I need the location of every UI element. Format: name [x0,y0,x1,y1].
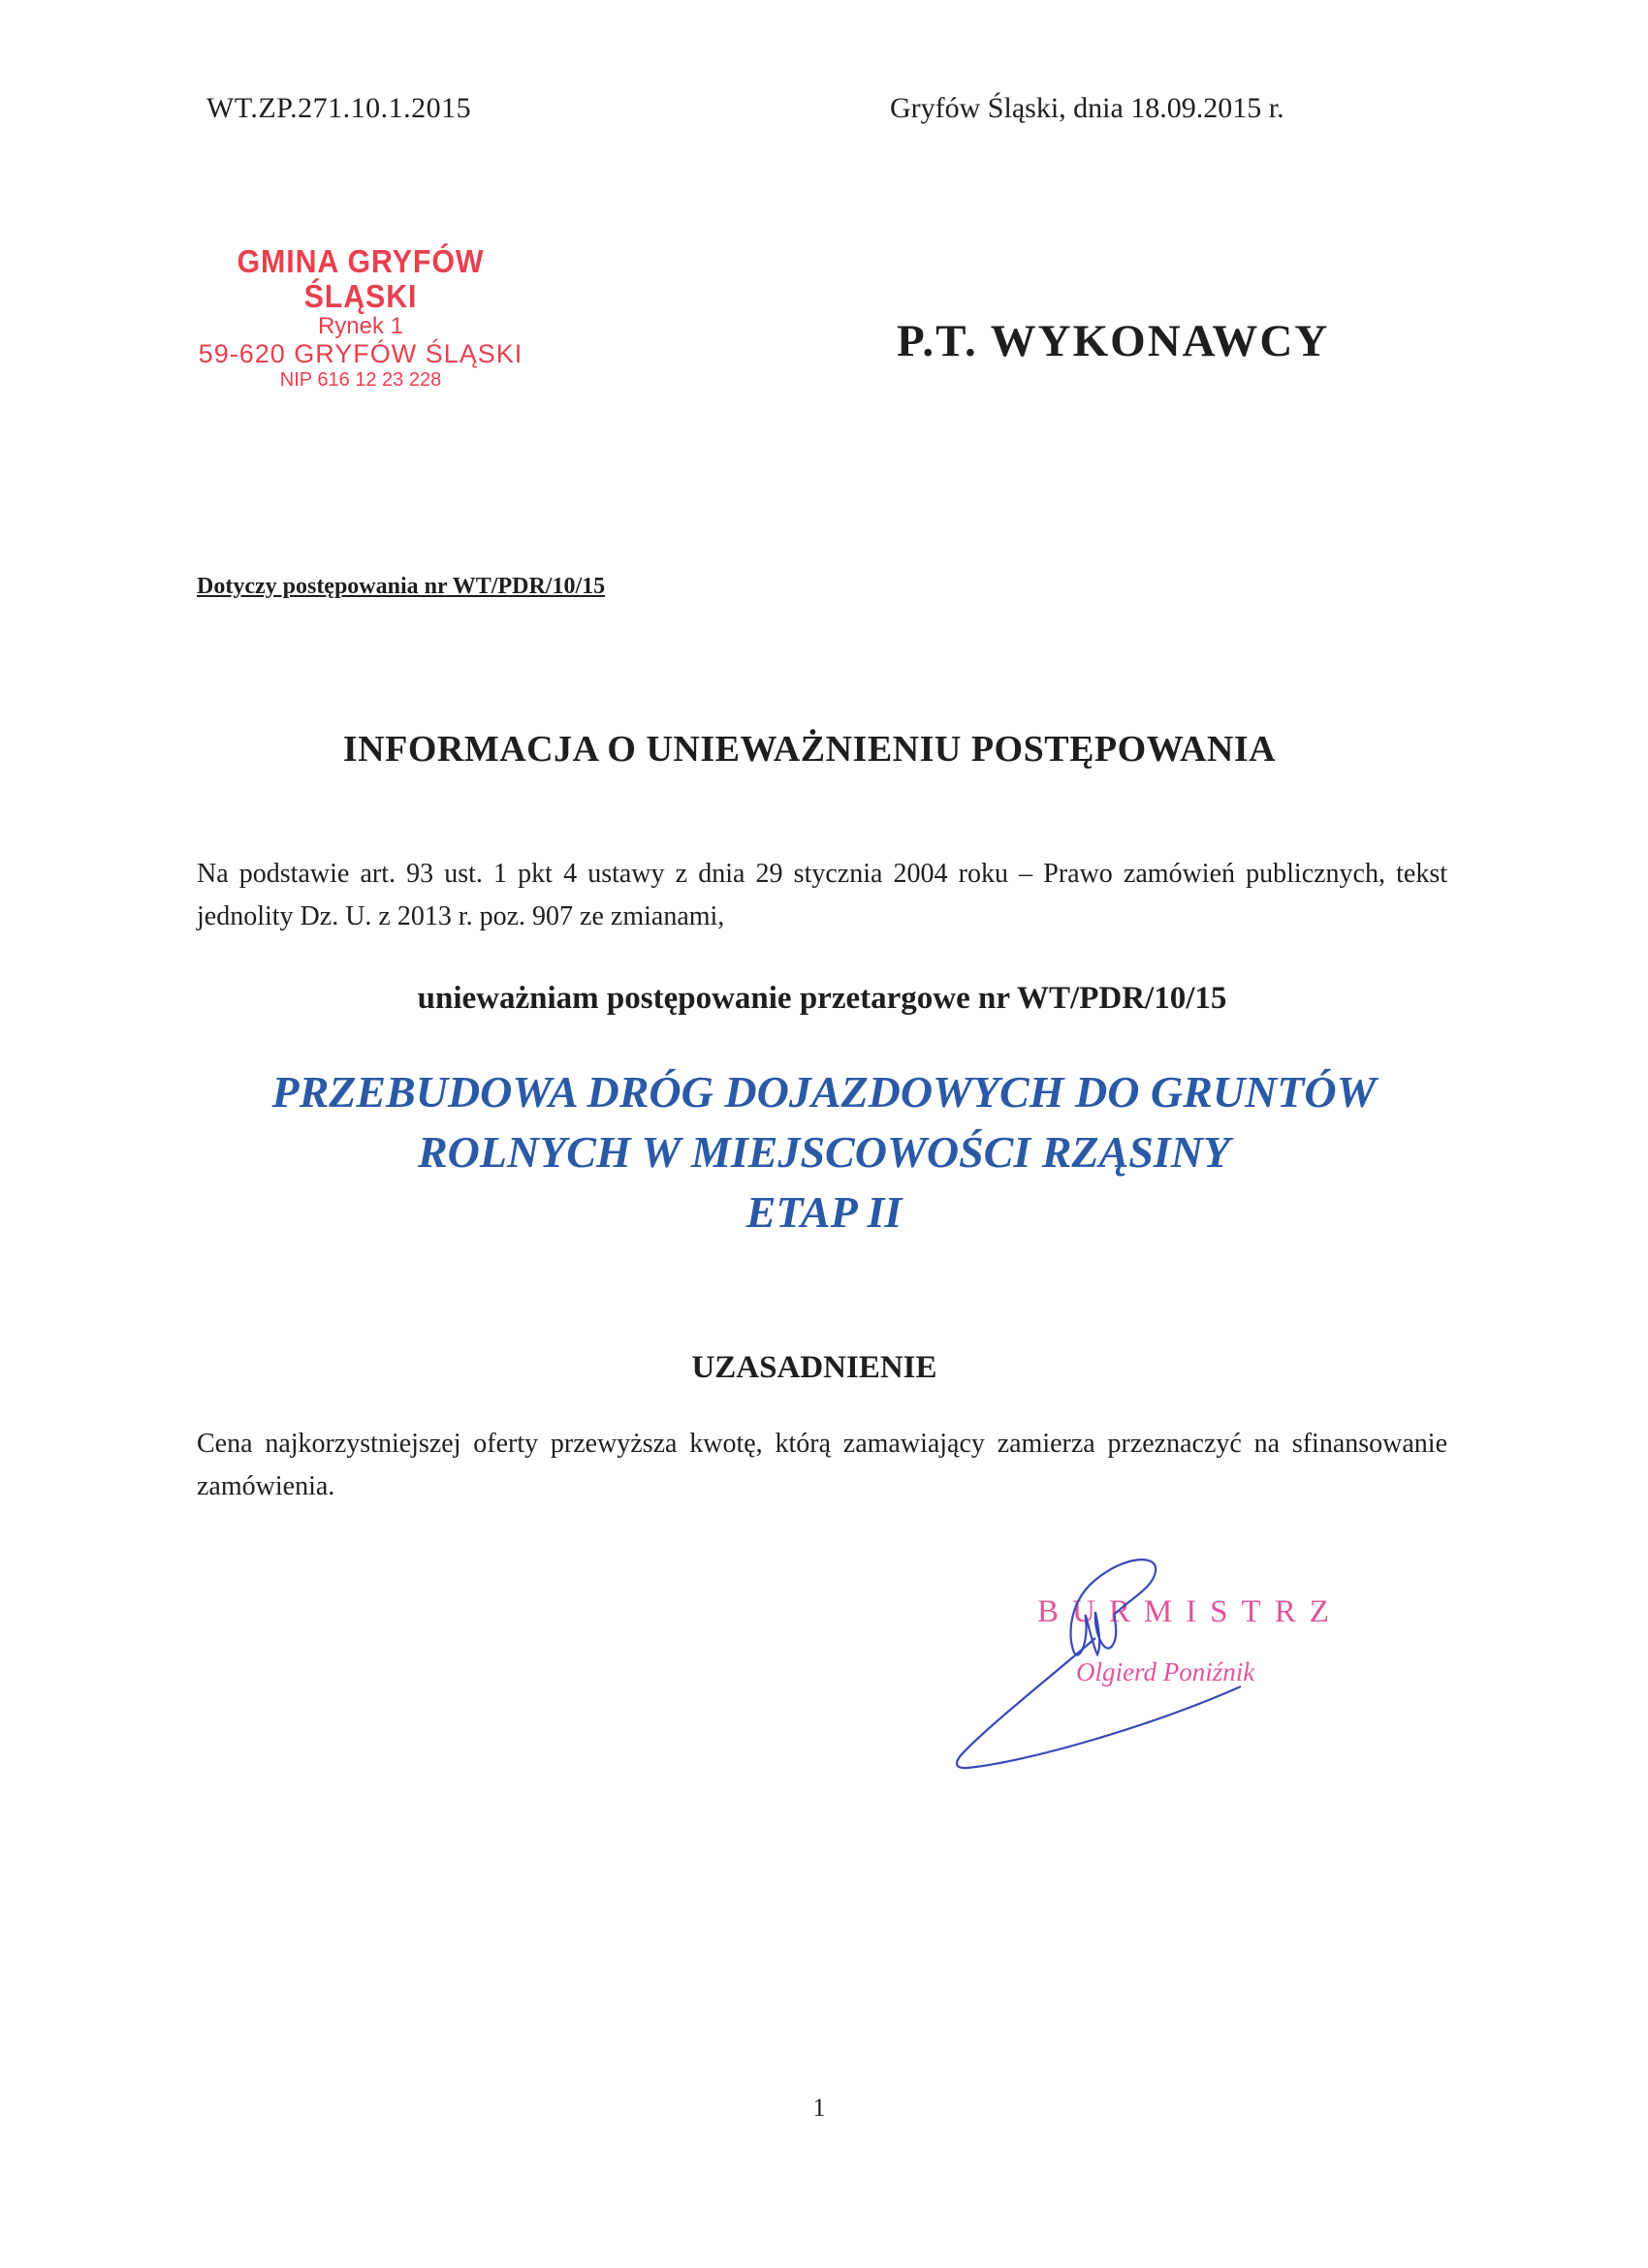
document-title-text: INFORMACJA O UNIEWAŻNIENIU POSTĘPOWANIA [342,729,1277,770]
subject-reference: Dotyczy postępowania nr WT/PDR/10/15 [197,574,606,599]
reference-number: WT.ZP.271.10.1.2015 [206,92,472,124]
mayor-stamp-title: BURMISTRZ [1037,1594,1343,1629]
project-title-line-1: PRZEBUDOWA DRÓG DOJAZDOWYCH DO GRUNTÓW [271,1067,1377,1117]
justification-heading-text: UZASADNIENIE [691,1350,937,1385]
page-number-text: 1 [812,2094,826,2122]
document-title [0,728,1648,771]
place-and-date: Gryfów Śląski, dnia 18.09.2015 r. [890,92,1284,124]
signature-swash [957,1638,1241,1768]
stamp-line-street: Rynek 1 [317,313,404,339]
stamp-line-nip: NIP 616 12 23 228 [279,369,442,391]
stamp-line-name: GMINA GRYFÓW ŚLĄSKI [237,243,485,314]
signature-stroke [1070,1559,1156,1655]
project-title-line-3: ETAP II [745,1187,903,1237]
justification-heading [0,1350,1648,1386]
project-title [0,1062,1648,1243]
legal-basis-paragraph: Na podstawie art. 93 ust. 1 pkt 4 ustawy z dnia 29 stycznia 2004 roku – Prawo zamówień publicznych, tekst jednolity Dz. U. z 2013 r. poz. 907 ze zmianami, [197,859,1447,931]
addressee: P.T. WYKONAWCY [897,316,1330,366]
project-title-line-2: ROLNYCH W MIEJSCOWOŚCI RZĄSINY [417,1127,1231,1177]
stamp-line-city: 59-620 GRYFÓW ŚLĄSKI [198,339,523,368]
page-number [0,2094,1648,2123]
mayor-stamp-name: Olgierd Poniźnik [1076,1657,1255,1686]
decision-statement [0,981,1648,1017]
handwritten-signature [950,1527,1280,1817]
municipality-stamp [186,244,535,392]
decision-text: unieważniam postępowanie przetargowe nr WT/PDR/10/15 [417,981,1227,1016]
justification-paragraph: Cena najkorzystniejszej oferty przewyższa kwotę, którą zamawiający zamierza przeznaczyć na sfinansowanie zamówienia. [197,1429,1447,1501]
